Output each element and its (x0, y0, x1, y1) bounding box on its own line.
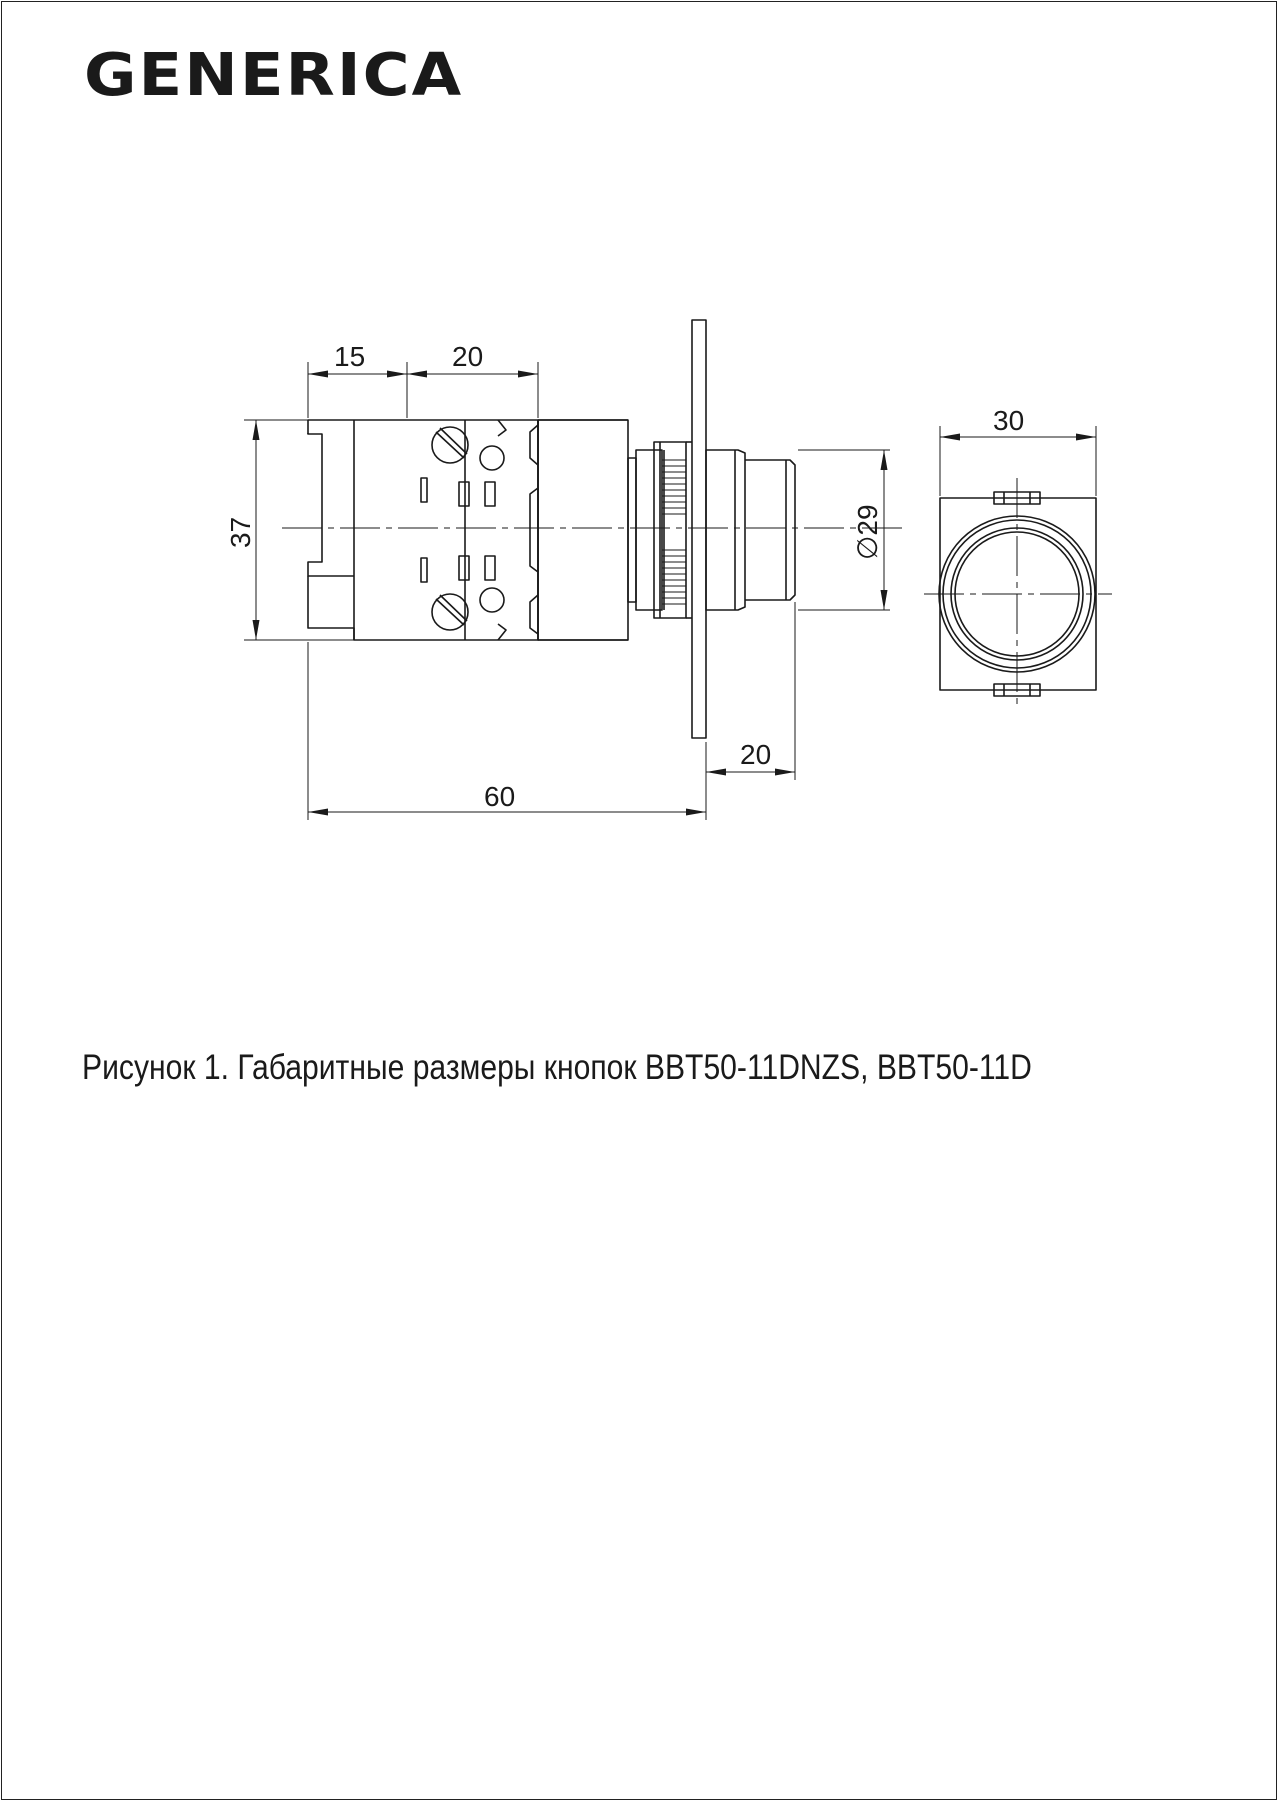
dim-60-label: 60 (484, 781, 516, 812)
figure-caption: Рисунок 1. Габаритные размеры кнопок BBT50-11DNZS, BBT50-11D (82, 1048, 1032, 1087)
front-housing (538, 420, 628, 640)
threaded-ring (636, 450, 662, 610)
dim-15-label: 15 (334, 341, 366, 372)
button-cap (745, 460, 795, 600)
dim-37-label: 37 (225, 516, 256, 548)
brand-logo: GENERICA (84, 41, 464, 110)
mounting-panel (692, 320, 706, 738)
rear-block (308, 420, 354, 576)
dim-20-bottom-label: 20 (740, 739, 772, 770)
dim-20-top-label: 20 (452, 341, 484, 372)
dim-30-label: 30 (993, 405, 1025, 436)
dim-29-label: ∅29 (852, 504, 883, 560)
bezel (706, 450, 745, 610)
